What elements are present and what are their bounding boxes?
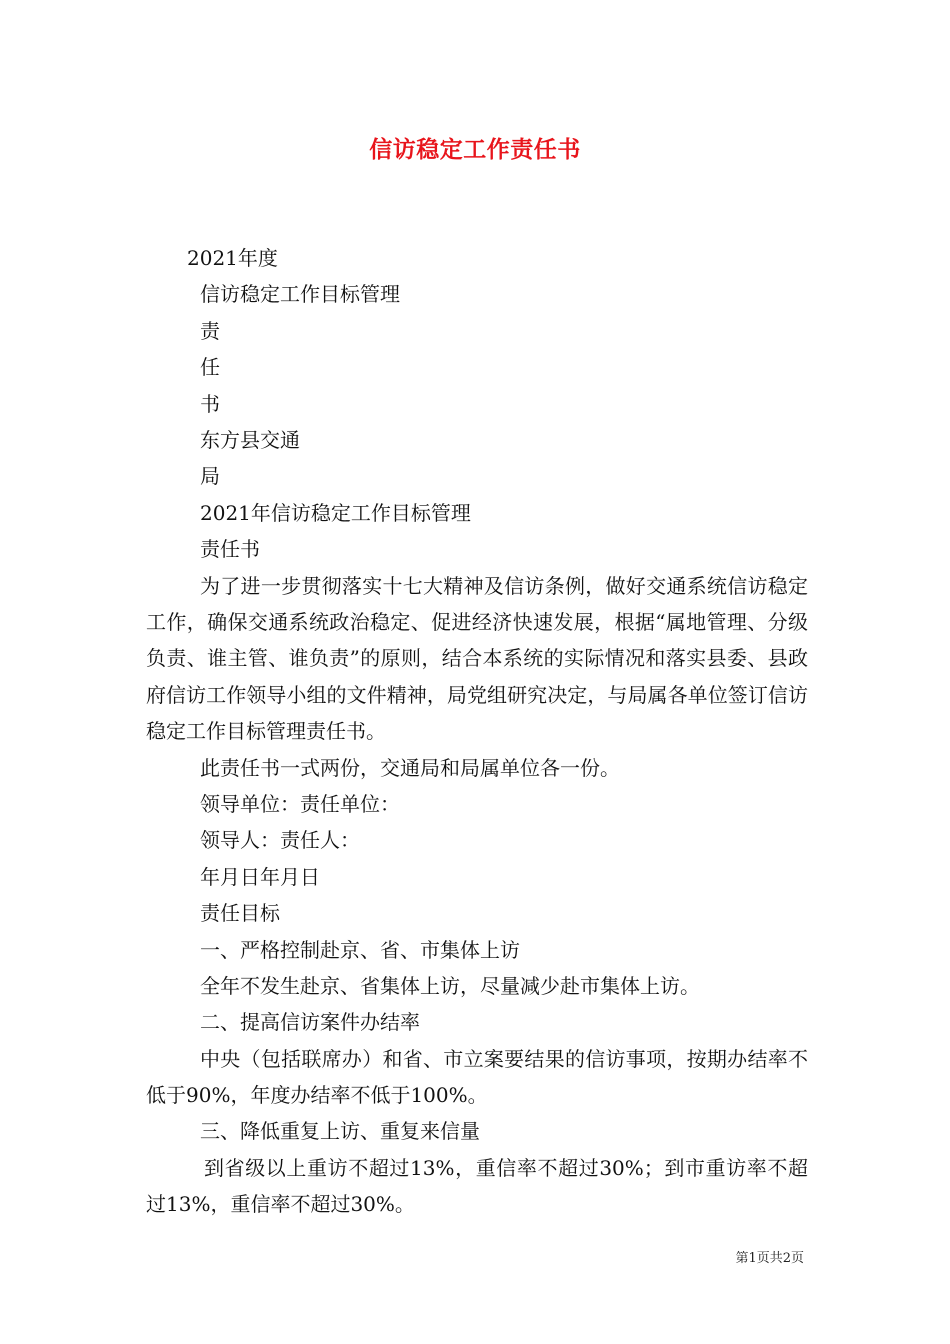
goal1-heading: 一、严格控制赴京、省、市集体上访 [200,937,520,962]
cover-line: 书 [200,391,220,416]
sign-date-line: 年月日年月日 [200,864,320,889]
document-body [146,240,808,1223]
cover-year: 2021年度 [187,246,278,270]
goals-heading: 责任目标 [200,901,280,926]
cover-line: 责 [200,318,220,343]
copies-note: 此责任书一式两份，交通局和局属单位各一份。 [200,755,620,780]
cover-line: 2021年信访稳定工作目标管理 [200,500,471,525]
goal3-heading: 三、降低重复上访、重复来信量 [200,1119,480,1144]
goal2-heading: 二、提高信访案件办结率 [200,1010,420,1035]
goal2-text: 中央（包括联席办）和省、市立案要结果的信访事项，按期办结率不低于90%，年度办结率不低于100%。 [146,1046,808,1108]
goal3-text: 到省级以上重访不超过13%，重信率不超过30%；到市重访率不超过13%，重信率不超过30%。 [146,1155,808,1217]
cover-line: 责任书 [200,537,260,562]
intro-paragraph: 为了进一步贯彻落实十七大精神及信访条例，做好交通系统信访稳定工作，确保交通系统政治稳定、促进经济快速发展，根据“属地管理、分级负责、谁主管、谁负责”的原则，结合本系统的实际情况和落实县委、县政府信访工作领导小组的文件精神，局党组研究决定，与局属各单位签订信访稳定工作目标管理责任书。 [146,573,808,744]
sign-person-line: 领导人：责任人： [200,828,360,853]
cover-line: 东方县交通 [200,427,300,452]
goal1-text: 全年不发生赴京、省集体上访，尽量减少赴市集体上访。 [200,973,700,998]
page-title: 信访稳定工作责任书 [369,136,581,163]
sign-unit-line: 领导单位：责任单位： [200,791,400,816]
page-indicator: 第1页共2页 [735,1251,804,1266]
cover-line: 信访稳定工作目标管理 [200,282,400,307]
cover-line: 局 [200,464,220,489]
cover-line: 任 [200,355,220,380]
